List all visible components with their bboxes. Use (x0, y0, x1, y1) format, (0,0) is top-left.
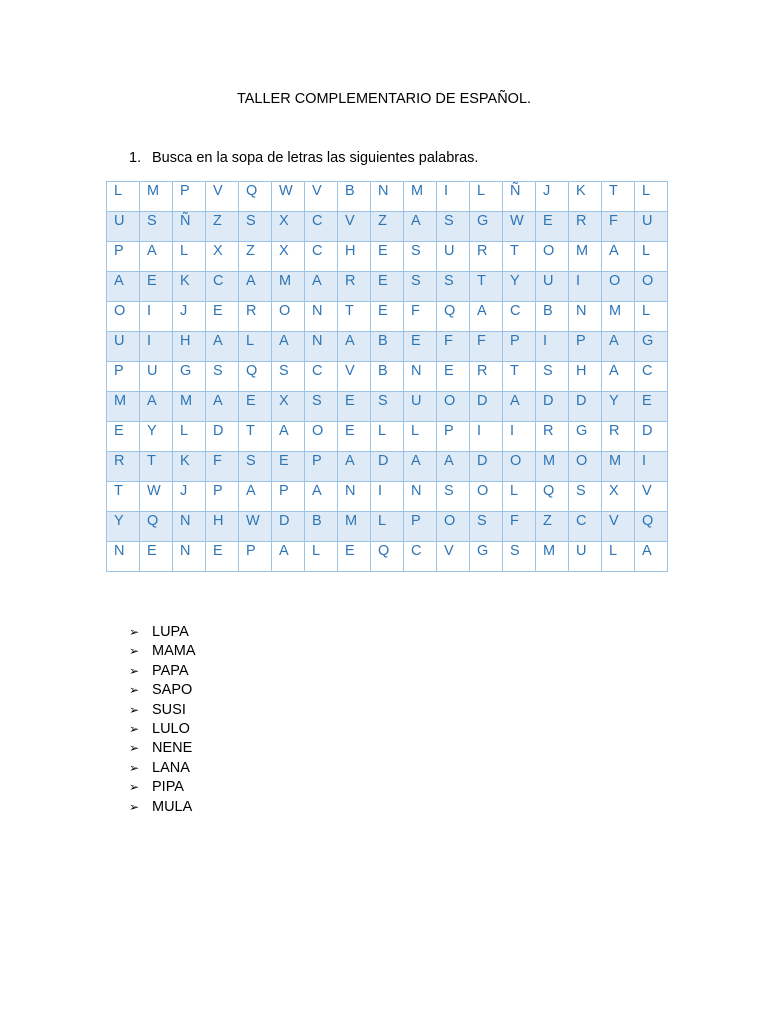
grid-cell: O (305, 422, 338, 452)
grid-cell: L (173, 242, 206, 272)
grid-cell: L (635, 182, 668, 212)
grid-cell: L (107, 182, 140, 212)
instruction-number: 1. (129, 150, 142, 166)
grid-cell: E (338, 542, 371, 572)
grid-cell: Y (107, 512, 140, 542)
grid-cell: O (437, 392, 470, 422)
grid-cell: Z (206, 212, 239, 242)
grid-cell: K (173, 452, 206, 482)
grid-row (107, 242, 668, 272)
grid-cell: F (470, 332, 503, 362)
word-text: LANA (152, 759, 190, 776)
word-list-item (129, 778, 196, 797)
grid-cell: A (437, 452, 470, 482)
grid-cell: A (470, 302, 503, 332)
grid-cell: C (503, 302, 536, 332)
grid-cell: N (305, 332, 338, 362)
grid-cell: P (107, 242, 140, 272)
grid-cell: U (635, 212, 668, 242)
grid-cell: W (140, 482, 173, 512)
grid-cell: H (569, 362, 602, 392)
arrowhead-bullet-icon: ➢ (129, 760, 140, 775)
word-text: SAPO (152, 682, 193, 699)
grid-cell: W (272, 182, 305, 212)
grid-cell: H (206, 512, 239, 542)
grid-cell: E (206, 302, 239, 332)
grid-cell: M (602, 452, 635, 482)
grid-cell: O (272, 302, 305, 332)
grid-row (107, 302, 668, 332)
grid-cell: N (173, 542, 206, 572)
grid-cell: M (536, 542, 569, 572)
grid-cell: K (569, 182, 602, 212)
arrowhead-bullet-icon: ➢ (129, 683, 140, 698)
grid-cell: O (107, 302, 140, 332)
grid-cell: S (503, 542, 536, 572)
grid-cell: F (404, 302, 437, 332)
word-list-item (129, 701, 196, 720)
grid-cell: S (272, 362, 305, 392)
grid-cell: S (140, 212, 173, 242)
grid-cell: I (470, 422, 503, 452)
grid-cell: A (305, 482, 338, 512)
word-text: SUSI (152, 701, 186, 718)
grid-cell: D (371, 452, 404, 482)
grid-cell: S (437, 272, 470, 302)
grid-cell: G (569, 422, 602, 452)
grid-cell: I (371, 482, 404, 512)
grid-cell: J (173, 482, 206, 512)
word-search-grid (106, 181, 668, 572)
grid-cell: D (470, 392, 503, 422)
grid-cell: O (437, 512, 470, 542)
grid-cell: T (239, 422, 272, 452)
grid-cell: R (569, 212, 602, 242)
grid-cell: Z (239, 242, 272, 272)
grid-cell: X (272, 392, 305, 422)
grid-cell: C (404, 542, 437, 572)
grid-cell: V (635, 482, 668, 512)
grid-cell: X (272, 212, 305, 242)
grid-cell: A (404, 212, 437, 242)
grid-cell: W (503, 212, 536, 242)
grid-cell: Q (239, 182, 272, 212)
grid-cell: R (602, 422, 635, 452)
grid-cell: M (536, 452, 569, 482)
grid-cell: L (305, 542, 338, 572)
grid-cell: U (107, 212, 140, 242)
grid-cell: T (602, 182, 635, 212)
grid-cell: A (305, 272, 338, 302)
grid-cell: L (503, 482, 536, 512)
word-text: MULA (152, 798, 193, 815)
grid-cell: F (437, 332, 470, 362)
grid-row (107, 512, 668, 542)
grid-cell: V (602, 512, 635, 542)
grid-row (107, 422, 668, 452)
grid-row (107, 362, 668, 392)
word-list-item (129, 720, 196, 739)
grid-cell: U (404, 392, 437, 422)
grid-cell: A (140, 242, 173, 272)
arrowhead-bullet-icon: ➢ (129, 625, 140, 639)
grid-cell: D (470, 452, 503, 482)
grid-cell: J (173, 302, 206, 332)
grid-cell: V (338, 212, 371, 242)
grid-cell: S (404, 242, 437, 272)
grid-row (107, 332, 668, 362)
grid-cell: G (173, 362, 206, 392)
grid-cell: C (305, 212, 338, 242)
grid-cell: E (437, 362, 470, 392)
grid-cell: E (371, 272, 404, 302)
grid-cell: I (569, 272, 602, 302)
grid-cell: O (602, 272, 635, 302)
grid-cell: Y (140, 422, 173, 452)
grid-cell: L (470, 182, 503, 212)
grid-cell: O (470, 482, 503, 512)
grid-cell: A (107, 272, 140, 302)
grid-cell: H (338, 242, 371, 272)
grid-row (107, 182, 668, 212)
grid-cell: Ñ (503, 182, 536, 212)
grid-cell: O (635, 272, 668, 302)
grid-cell: M (107, 392, 140, 422)
grid-cell: Ñ (173, 212, 206, 242)
grid-cell: V (206, 182, 239, 212)
grid-cell: S (305, 392, 338, 422)
grid-cell: R (536, 422, 569, 452)
grid-cell: B (371, 332, 404, 362)
grid-cell: P (404, 512, 437, 542)
grid-row (107, 542, 668, 572)
grid-cell: Q (635, 512, 668, 542)
grid-cell: N (338, 482, 371, 512)
grid-cell: L (173, 422, 206, 452)
grid-cell: S (569, 482, 602, 512)
grid-cell: O (536, 242, 569, 272)
grid-cell: E (371, 302, 404, 332)
grid-cell: P (437, 422, 470, 452)
grid-cell: E (635, 392, 668, 422)
grid-row (107, 482, 668, 512)
word-list-item (129, 798, 196, 817)
grid-cell: R (470, 242, 503, 272)
grid-cell: N (404, 482, 437, 512)
grid-cell: I (536, 332, 569, 362)
grid-cell: Y (602, 392, 635, 422)
grid-cell: A (272, 332, 305, 362)
grid-cell: G (635, 332, 668, 362)
grid-cell: G (470, 542, 503, 572)
grid-cell: N (371, 182, 404, 212)
grid-cell: X (602, 482, 635, 512)
grid-cell: P (239, 542, 272, 572)
arrowhead-bullet-icon: ➢ (129, 799, 140, 814)
grid-cell: D (569, 392, 602, 422)
grid-cell: L (635, 302, 668, 332)
grid-cell: W (239, 512, 272, 542)
grid-cell: M (140, 182, 173, 212)
word-list-item (129, 623, 196, 642)
arrowhead-bullet-icon: ➢ (129, 702, 140, 717)
grid-cell: A (140, 392, 173, 422)
grid-cell: V (338, 362, 371, 392)
arrowhead-bullet-icon: ➢ (129, 741, 140, 756)
grid-cell: E (206, 542, 239, 572)
grid-cell: E (536, 212, 569, 242)
grid-cell: T (503, 362, 536, 392)
word-text: PAPA (152, 662, 189, 679)
grid-cell: O (569, 452, 602, 482)
grid-cell: T (338, 302, 371, 332)
grid-cell: A (404, 452, 437, 482)
grid-cell: B (338, 182, 371, 212)
word-list-item (129, 681, 196, 700)
grid-cell: K (173, 272, 206, 302)
grid-cell: B (305, 512, 338, 542)
grid-cell: X (272, 242, 305, 272)
grid-cell: Q (437, 302, 470, 332)
grid-cell: T (140, 452, 173, 482)
grid-cell: A (272, 542, 305, 572)
word-list-item (129, 642, 196, 661)
grid-cell: E (107, 422, 140, 452)
instruction-text: Busca en la sopa de letras las siguientes palabras. (152, 150, 479, 166)
grid-cell: P (503, 332, 536, 362)
grid-cell: P (569, 332, 602, 362)
grid-cell: I (140, 332, 173, 362)
arrowhead-bullet-icon: ➢ (129, 780, 140, 795)
word-text: PIPA (152, 779, 184, 796)
grid-cell: Y (503, 272, 536, 302)
word-text: MAMA (152, 643, 196, 660)
grid-row (107, 452, 668, 482)
grid-cell: A (338, 332, 371, 362)
grid-cell: L (602, 542, 635, 572)
grid-cell: L (635, 242, 668, 272)
grid-cell: A (239, 482, 272, 512)
grid-cell: D (635, 422, 668, 452)
arrowhead-bullet-icon: ➢ (129, 644, 140, 659)
grid-cell: A (272, 422, 305, 452)
grid-cell: C (305, 242, 338, 272)
grid-cell: E (338, 422, 371, 452)
grid-cell: S (470, 512, 503, 542)
grid-cell: Q (371, 542, 404, 572)
instruction-item (129, 150, 478, 166)
grid-cell: A (602, 332, 635, 362)
grid-cell: J (536, 182, 569, 212)
grid-cell: N (404, 362, 437, 392)
grid-cell: S (437, 212, 470, 242)
grid-cell: I (635, 452, 668, 482)
grid-cell: L (239, 332, 272, 362)
grid-cell: F (602, 212, 635, 242)
grid-cell: A (239, 272, 272, 302)
page-title: TALLER COMPLEMENTARIO DE ESPAÑOL. (236, 91, 532, 107)
grid-cell: H (173, 332, 206, 362)
grid-cell: N (107, 542, 140, 572)
grid-cell: C (635, 362, 668, 392)
grid-cell: M (173, 392, 206, 422)
grid-cell: V (305, 182, 338, 212)
arrowhead-bullet-icon: ➢ (129, 663, 140, 678)
grid-cell: N (305, 302, 338, 332)
grid-cell: S (239, 452, 272, 482)
grid-cell: S (206, 362, 239, 392)
grid-cell: I (437, 182, 470, 212)
grid-cell: N (173, 512, 206, 542)
grid-cell: E (371, 242, 404, 272)
grid-cell: A (602, 242, 635, 272)
grid-cell: Z (536, 512, 569, 542)
grid-cell: V (437, 542, 470, 572)
grid-cell: N (569, 302, 602, 332)
grid-cell: M (569, 242, 602, 272)
grid-cell: E (404, 332, 437, 362)
grid-cell: A (503, 392, 536, 422)
word-list-item (129, 662, 196, 681)
grid-cell: I (140, 302, 173, 332)
grid-cell: S (371, 392, 404, 422)
grid-cell: P (173, 182, 206, 212)
grid-cell: A (338, 452, 371, 482)
word-list-item (129, 739, 196, 758)
grid-cell: R (239, 302, 272, 332)
grid-cell: T (107, 482, 140, 512)
grid-cell: M (338, 512, 371, 542)
grid-cell: C (206, 272, 239, 302)
word-list (129, 623, 196, 817)
grid-cell: E (338, 392, 371, 422)
grid-cell: P (206, 482, 239, 512)
grid-cell: R (338, 272, 371, 302)
grid-cell: U (140, 362, 173, 392)
grid-cell: F (503, 512, 536, 542)
grid-cell: U (437, 242, 470, 272)
grid-cell: X (206, 242, 239, 272)
grid-cell: L (371, 422, 404, 452)
arrowhead-bullet-icon: ➢ (129, 722, 140, 737)
grid-cell: E (140, 272, 173, 302)
grid-cell: Q (239, 362, 272, 392)
grid-cell: M (404, 182, 437, 212)
grid-row (107, 272, 668, 302)
grid-cell: G (470, 212, 503, 242)
grid-cell: M (272, 272, 305, 302)
grid-cell: O (503, 452, 536, 482)
word-text: LUPA (152, 624, 189, 640)
grid-cell: E (239, 392, 272, 422)
grid-cell: T (470, 272, 503, 302)
grid-cell: S (404, 272, 437, 302)
grid-cell: U (107, 332, 140, 362)
grid-cell: P (305, 452, 338, 482)
grid-cell: E (140, 542, 173, 572)
grid-cell: D (206, 422, 239, 452)
grid-cell: L (371, 512, 404, 542)
grid-cell: B (536, 302, 569, 332)
grid-cell: P (107, 362, 140, 392)
word-list-item (129, 759, 196, 778)
grid-cell: E (272, 452, 305, 482)
grid-cell: Z (371, 212, 404, 242)
grid-cell: S (239, 212, 272, 242)
grid-cell: T (503, 242, 536, 272)
grid-cell: S (536, 362, 569, 392)
grid-cell: F (206, 452, 239, 482)
grid-cell: B (371, 362, 404, 392)
grid-cell: A (602, 362, 635, 392)
grid-cell: U (536, 272, 569, 302)
word-text: NENE (152, 740, 193, 757)
grid-cell: U (569, 542, 602, 572)
grid-cell: D (536, 392, 569, 422)
grid-cell: C (305, 362, 338, 392)
grid-cell: R (107, 452, 140, 482)
grid-cell: C (569, 512, 602, 542)
word-text: LULO (152, 721, 190, 738)
grid-cell: Q (536, 482, 569, 512)
grid-row (107, 392, 668, 422)
grid-cell: I (503, 422, 536, 452)
grid-cell: M (602, 302, 635, 332)
grid-cell: A (206, 392, 239, 422)
grid-cell: S (437, 482, 470, 512)
grid-cell: A (206, 332, 239, 362)
grid-cell: L (404, 422, 437, 452)
grid-cell: R (470, 362, 503, 392)
grid-row (107, 212, 668, 242)
grid-cell: D (272, 512, 305, 542)
grid-cell: Q (140, 512, 173, 542)
grid-cell: A (635, 542, 668, 572)
grid-cell: P (272, 482, 305, 512)
